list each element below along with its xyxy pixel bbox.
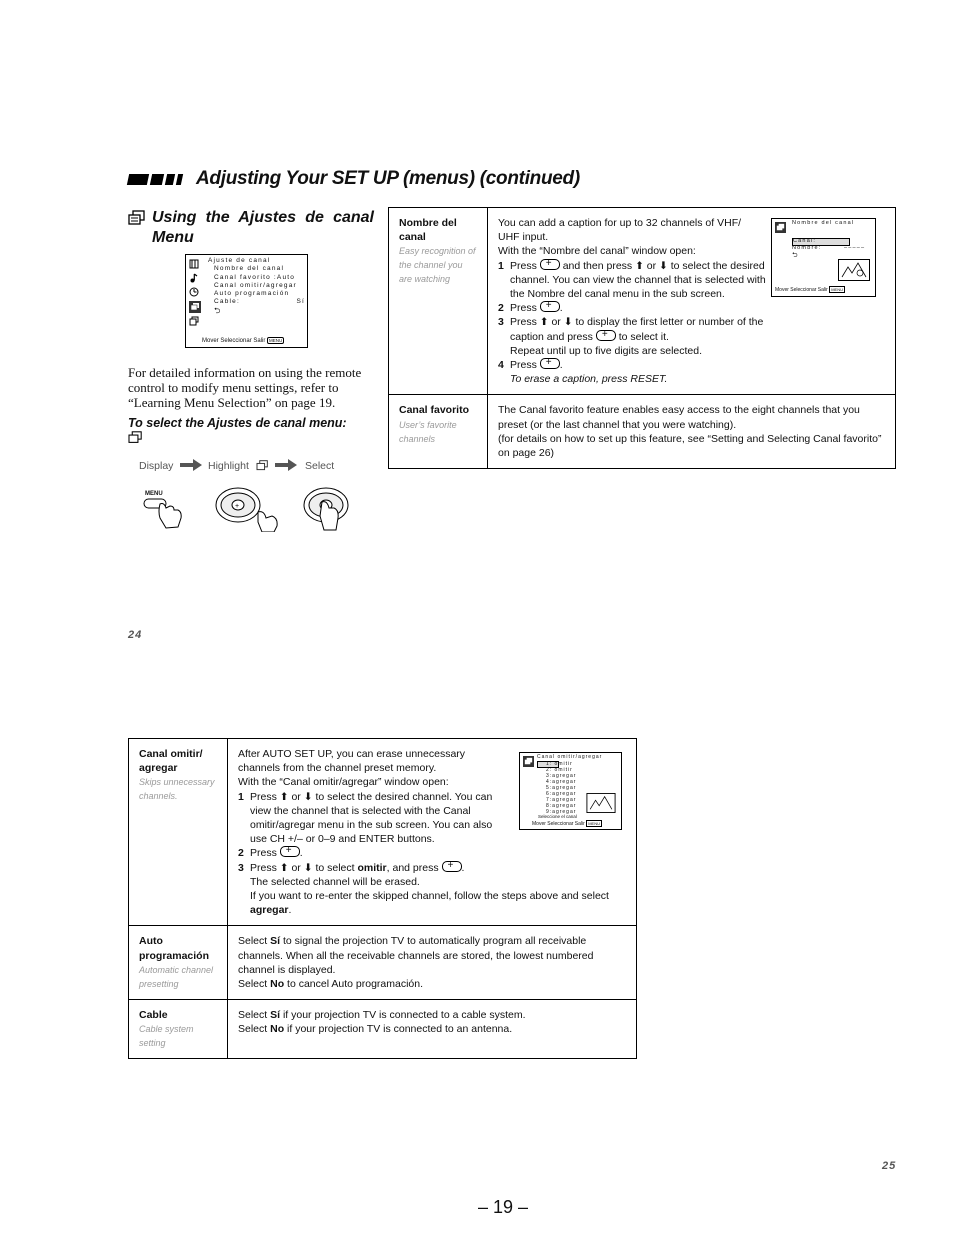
section-title: Using the Ajustes de canal Menu — [152, 209, 374, 246]
setting-name: Auto programación — [139, 935, 210, 962]
osd-line: Auto programación — [214, 290, 290, 298]
table-row — [129, 739, 637, 926]
row-content-cell — [228, 926, 637, 1000]
joystick-button-icon — [540, 358, 560, 369]
page-footer: – 19 – — [478, 1197, 529, 1217]
osd-select-channel: Seleccione el canal — [538, 814, 577, 819]
setting-description: User’s favorite channels — [399, 419, 457, 444]
channel-menu-icon — [128, 431, 143, 444]
step-3: 3 Press ⬆ or ⬇ to select omitir, and press + . The selected channel will be erased. If you want to re-enter the skipped channel, follow the steps above and select agregar. — [238, 861, 626, 918]
description-text: Select No if your projection TV is connected to an antenna. — [238, 1023, 513, 1036]
menu-key-label: MENU — [145, 491, 163, 497]
bottom-settings-table — [128, 738, 637, 1059]
intro-text: After AUTO SET UP, you can erase unnecessary channels from the channel preset memory. — [238, 748, 466, 775]
table-row — [129, 926, 637, 1000]
row-label-cell — [129, 1000, 228, 1059]
svg-text:+: + — [235, 503, 240, 510]
step-highlight-label: Highlight — [208, 460, 249, 472]
arrow-right-icon — [180, 459, 202, 471]
osd-title: Ajuste de canal — [208, 257, 271, 264]
sound-icon — [189, 273, 199, 283]
step-2: 2 Press + . — [238, 846, 626, 860]
step-select-label: Select — [305, 460, 335, 472]
subscreen-picture-icon — [586, 793, 616, 813]
step-4: 4 Press + . To erase a caption, press RESET. — [498, 358, 885, 386]
osd-line: Nombre: — [792, 245, 822, 251]
setting-name: Nombre del canal — [399, 217, 457, 244]
intro-text: With the “Canal omitir/agregar” window open: — [238, 776, 449, 789]
joystick-button-icon — [540, 259, 560, 270]
joystick-button-icon — [442, 861, 462, 872]
intro-text: You can add a caption for up to 32 channels of VHF/ UHF input. — [498, 217, 742, 244]
nombre-canal-osd — [771, 218, 876, 297]
menu-key-icon: MENU — [831, 287, 843, 292]
description-text: Select Sí to signal the projection TV to automatically program all receivable channels. When all the receivable channels are stored, the lowest numbered channel is displayed. — [238, 935, 594, 976]
description-text: (for details on how to set up this feature, see “Setting and Selecting Canal favorito” on page 26) — [498, 432, 882, 460]
setting-description: Easy recognition of the channel you are watching — [399, 246, 476, 285]
top-settings-table — [388, 207, 896, 469]
osd-line: Canal omitir/agregar — [214, 281, 297, 289]
canal-omitir-osd — [519, 752, 622, 830]
intro-text: With the “Nombre del canal” window open: — [498, 245, 696, 258]
osd-line: Cable: — [214, 298, 240, 306]
section-heading — [128, 208, 374, 248]
step-1: 1 Press ⬆ or ⬇ to select the desired channel. You can view the channel that is selected with the Canal omitir/agregar menu in the sub screen. You can also use CH +/– or 0–9 and ENTER buttons. — [238, 790, 493, 846]
osd-footer: Mover Seleccionar Salir MENU — [532, 821, 600, 827]
description-text: Select Sí if your projection TV is connected to a cable system. — [238, 1009, 526, 1022]
row-label-cell — [129, 926, 228, 1000]
channel-menu-icon — [128, 210, 146, 226]
menu-button-illustration — [142, 490, 187, 530]
sub-heading: To select the Ajustes de canal menu: — [128, 415, 360, 447]
picture-icon — [189, 259, 199, 269]
row-content-cell — [488, 208, 896, 395]
timer-icon — [189, 287, 199, 297]
osd-footer: Mover Seleccionar Salir MENU — [202, 337, 283, 344]
osd-icon-column — [189, 259, 201, 326]
description-text: The Canal favorito feature enables easy access to the eight channels that you preset (or the last channel that you were watching). — [498, 404, 860, 431]
setting-name: Cable — [139, 1009, 168, 1022]
page-title: Adjusting Your SET UP (menus) (continued) — [196, 168, 580, 189]
step-3: 3 Press ⬆ or ⬇ to display the first letter or number of the caption and press + to select it. Repeat until up to five digits are selected. — [498, 315, 885, 358]
setting-name: Canal favorito — [399, 404, 470, 417]
menu-key-icon: MENU — [588, 821, 600, 826]
osd-line: Nombre del canal — [214, 265, 285, 273]
channel-icon-selected — [523, 756, 534, 767]
osd-title: Nombre del canal — [792, 220, 855, 226]
osd-highlight: Canal: — [792, 238, 850, 246]
setting-name: Canal omitir/ agregar — [139, 748, 203, 775]
row-label-cell — [389, 208, 488, 395]
osd-line: Canal favorito :Auto — [214, 273, 296, 281]
table-row — [389, 208, 896, 395]
ajuste-canal-osd — [185, 254, 308, 348]
page-number-left: 24 — [128, 629, 143, 641]
joystick-button-icon — [280, 846, 300, 857]
step-1: 1 Press + and then press ⬆ or ⬇ to select the desired channel. You can view the channel that is selected with the Nombre del canal menu in the sub screen. — [498, 259, 885, 302]
return-icon: ⮌ — [214, 305, 222, 315]
osd-title: Canal omitir/agregar — [537, 754, 603, 760]
channel-icon-selected — [189, 301, 201, 313]
osd-footer: Mover Seleccionar Salir MENU — [775, 287, 843, 293]
setup-icon — [189, 316, 199, 326]
step-display-label: Display — [139, 460, 174, 472]
description-text: Select No to cancel Auto programación. — [238, 978, 424, 991]
setting-description: Cable system setting — [139, 1024, 194, 1049]
table-row — [129, 1000, 637, 1059]
return-icon: ⮌ — [792, 252, 799, 259]
joystick-button-icon — [596, 330, 616, 341]
channel-icon-selected — [775, 222, 786, 233]
channel-menu-icon — [256, 460, 269, 471]
row-content-cell — [228, 739, 637, 926]
osd-dash: ––––– — [844, 245, 866, 251]
arrow-right-icon — [275, 459, 297, 471]
osd-channel-list: 1: omitir 2: omitir 3:agregar 4:agregar 5:agregar 6:agregar 7:agregar 8:agregar 9:agregar — [546, 761, 577, 815]
joystick-select-illustration — [302, 486, 352, 532]
setting-description: Skips unnecessary channels. — [139, 777, 215, 802]
joystick-highlight-illustration — [214, 486, 284, 532]
menu-key-icon: MENU — [269, 337, 283, 343]
note-text: To erase a caption, press RESET. — [510, 373, 668, 386]
page-number-right: 25 — [882, 1160, 897, 1172]
subscreen-picture-icon — [838, 259, 870, 281]
joystick-button-icon — [540, 301, 560, 312]
row-label-cell — [389, 395, 488, 469]
table-row — [389, 395, 896, 469]
title-decoration — [128, 172, 185, 190]
row-content-cell — [228, 1000, 637, 1059]
osd-value: Sí — [296, 298, 305, 306]
row-content-cell — [488, 395, 896, 469]
setting-description: Automatic channel presetting — [139, 964, 214, 989]
intro-paragraph: For detailed information on using the remote control to modify menu settings, refer to “Learning Menu Selection” on page 19. — [128, 365, 362, 410]
row-label-cell — [129, 739, 228, 926]
step-2: 2 Press + . — [498, 301, 885, 315]
